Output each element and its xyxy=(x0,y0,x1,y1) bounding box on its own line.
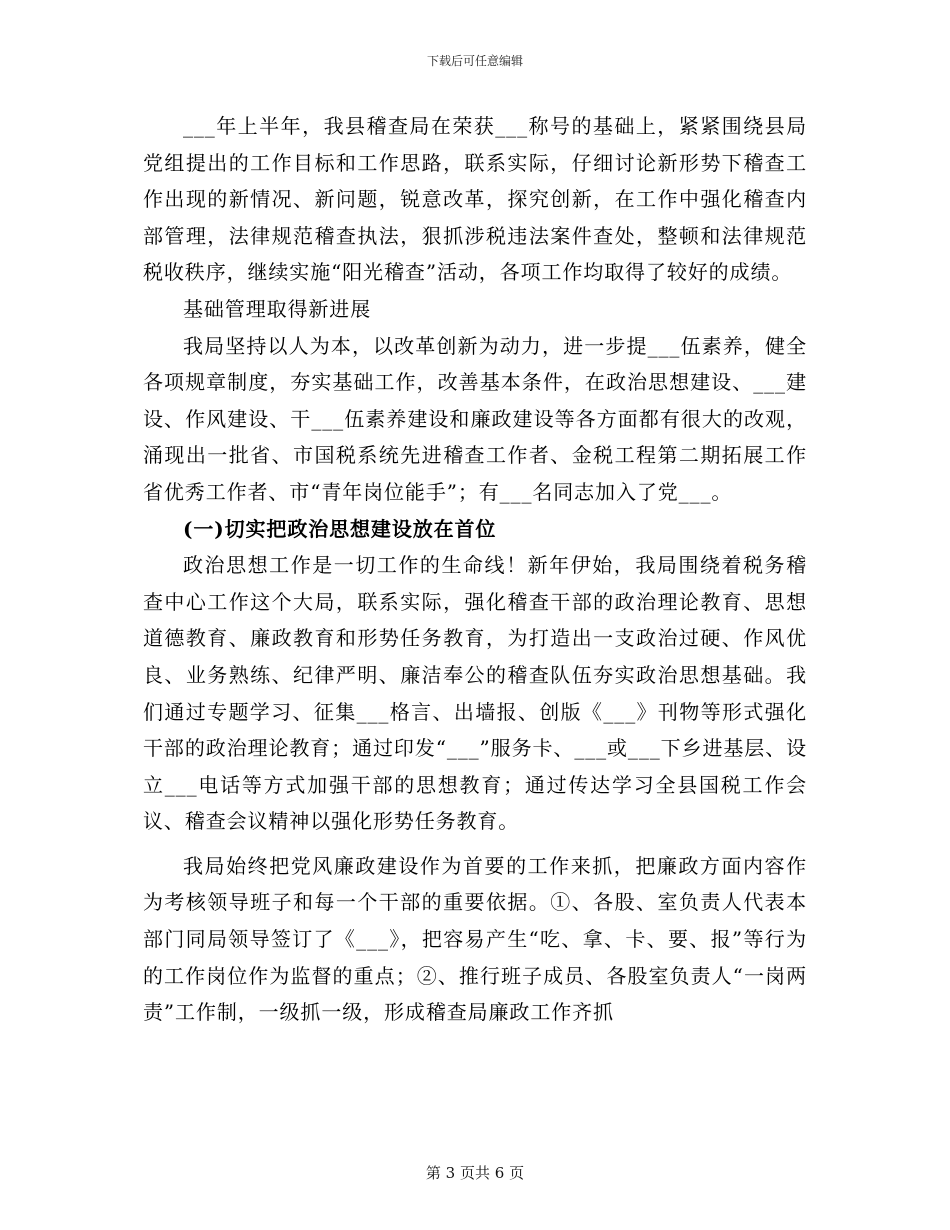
paragraph-basic-management: 我局坚持以人为本，以改革创新为动力，进一步提___伍素养，健全各项规章制度，夯实基础工作，改善基本条件，在政治思想建设、___建设、作风建设、干___伍素养建设和廉政建设等各方面都有很大的改观，涌现出一批省、市国税系统先进稽查工作者、金税工程第二期拓展工作省优秀工作者、市“青年岗位能手”；有___名同志加入了党___。 xyxy=(143,333,807,504)
paragraph-political-work: 政治思想工作是一切工作的生命线！新年伊始，我局围绕着税务稽查中心工作这个大局，联系实际，强化稽查干部的政治理论教育、思想道德教育、廉政教育和形势任务教育，为打造出一支政治过硬、作风优良、业务熟练、纪律严明、廉洁奉公的稽查队伍夯实政治思想基础。我们通过专题学习、征集___格言、出墙报、创版《___》刊物等形式强化干部的政治理论教育；通过印发“___”服务卡、___或___下乡进基层、设立___电话等方式加强干部的思想教育；通过传达学习全县国税工作会议、稽查会议精神以强化形势任务教育。 xyxy=(143,553,807,834)
page-header: 下载后可任意编辑 xyxy=(426,54,523,68)
page-number-footer: 第 3 页共 6 页 xyxy=(425,1164,525,1182)
document-body xyxy=(143,108,807,1031)
section-title-basic-management: 基础管理取得新进展 xyxy=(183,296,372,321)
heading-political-construction: (一)切实把政治思想建设放在首位 xyxy=(183,516,497,541)
paragraph-intro: ___年上半年，我县稽查局在荣获___称号的基础上，紧紧围绕县局党组提出的工作目标和工作思路，联系实际，仔细讨论新形势下稽查工作出现的新情况、新问题，锐意改革，探究创新，在工作中强化稽查内部管理，法律规范稽查执法，狠抓涉税违法案件查处，整顿和法律规范税收秩序，继续实施“阳光稽查”活动，各项工作均取得了较好的成绩。 xyxy=(143,114,807,285)
paragraph-anti-corruption: 我局始终把党风廉政建设作为首要的工作来抓，把廉政方面内容作为考核领导班子和每一个干部的重要依据。①、各股、室负责人代表本部门同局领导签订了《___》，把容易产生“吃、拿、卡、要、报”等行为的工作岗位作为监督的重点；②、推行班子成员、各股室负责人“一岗两责”工作制，一级抓一级，形成稽查局廉政工作齐抓 xyxy=(143,853,807,1025)
